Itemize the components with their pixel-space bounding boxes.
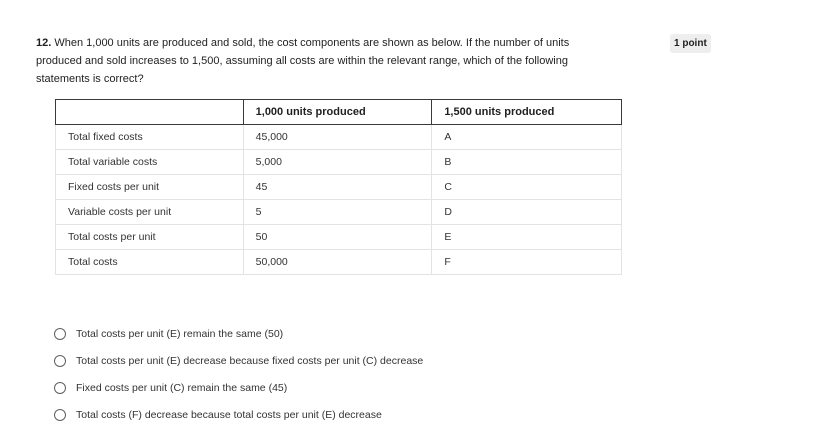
row-label: Total fixed costs: [56, 125, 244, 150]
table-header-1000-units: 1,000 units produced: [243, 100, 432, 125]
row-value-1000: 45: [243, 175, 432, 200]
table-row: [56, 250, 622, 275]
radio-button[interactable]: [54, 382, 66, 394]
row-value-1000: 45,000: [243, 125, 432, 150]
table-row: [56, 125, 622, 150]
question-prompt: [36, 34, 616, 88]
answer-option[interactable]: [54, 374, 423, 401]
answer-option-label[interactable]: Total costs (F) decrease because total costs per unit (E) decrease: [76, 408, 382, 421]
row-label: Variable costs per unit: [56, 200, 244, 225]
answer-option[interactable]: [54, 347, 423, 374]
row-label: Total costs: [56, 250, 244, 275]
table-row: [56, 175, 622, 200]
radio-button[interactable]: [54, 355, 66, 367]
row-value-1500: B: [432, 150, 622, 175]
row-value-1500: C: [432, 175, 622, 200]
points-badge: 1 point: [670, 34, 711, 53]
question-text: When 1,000 units are produced and sold, the cost components are shown as below. If the number of units produced and sold increases to 1,500, assuming all costs are within the relevant range, which of the following statements is correct?: [36, 37, 570, 85]
table-header-1500-units: 1,500 units produced: [432, 100, 622, 125]
table-row: [56, 200, 622, 225]
table-header-blank: [56, 100, 244, 125]
row-value-1500: A: [432, 125, 622, 150]
answer-option-label[interactable]: Total costs per unit (E) decrease because fixed costs per unit (C) decrease: [76, 354, 424, 367]
table-header-row: [56, 100, 622, 125]
row-label: Total variable costs: [56, 150, 244, 175]
question-number: 12.: [36, 37, 52, 49]
cost-table: [55, 99, 622, 275]
radio-button[interactable]: [54, 328, 66, 340]
answer-option[interactable]: [54, 401, 423, 428]
answer-option[interactable]: [54, 320, 423, 347]
answer-option-label[interactable]: Fixed costs per unit (C) remain the same (45): [76, 381, 288, 394]
table-row: [56, 150, 622, 175]
radio-button[interactable]: [54, 409, 66, 421]
row-value-1500: F: [432, 250, 622, 275]
table-row: [56, 225, 622, 250]
row-label: Fixed costs per unit: [56, 175, 244, 200]
row-value-1500: D: [432, 200, 622, 225]
answer-options: [54, 320, 423, 428]
row-value-1500: E: [432, 225, 622, 250]
row-value-1000: 50: [243, 225, 432, 250]
row-value-1000: 5: [243, 200, 432, 225]
answer-option-label[interactable]: Total costs per unit (E) remain the same (50): [76, 327, 284, 340]
row-value-1000: 5,000: [243, 150, 432, 175]
row-value-1000: 50,000: [243, 250, 432, 275]
row-label: Total costs per unit: [56, 225, 244, 250]
